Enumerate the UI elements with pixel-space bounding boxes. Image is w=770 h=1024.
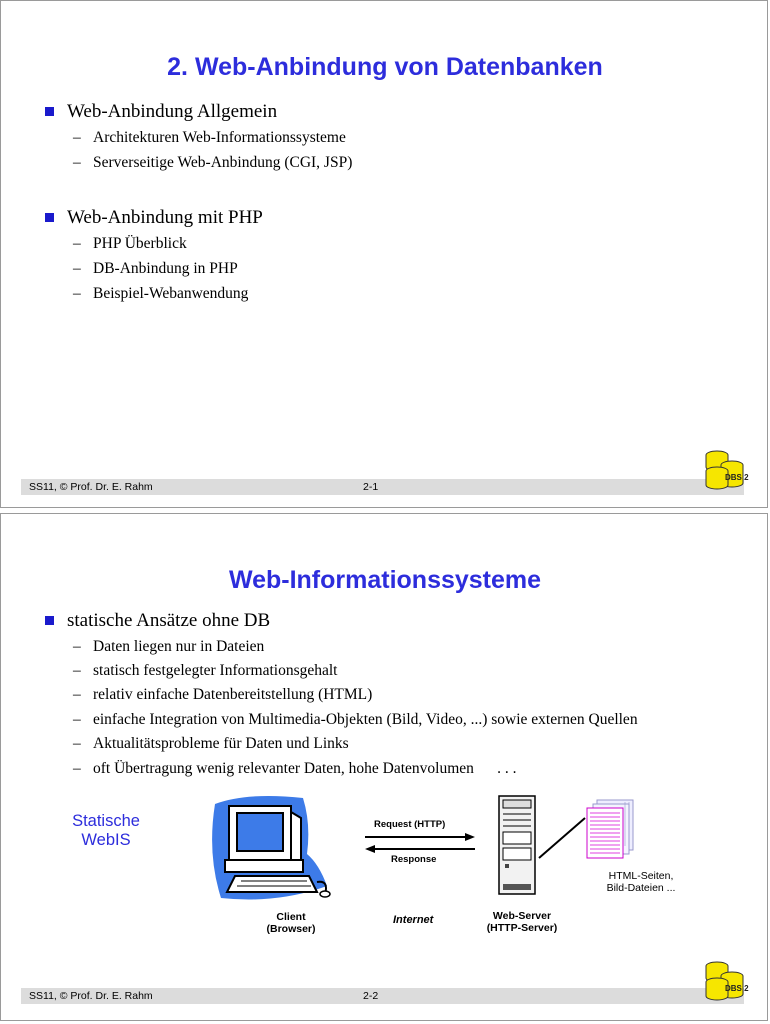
document-stack-icon <box>581 798 637 864</box>
sub-item: – statisch festgelegter Informationsgehalt <box>73 662 338 679</box>
client-label: Client (Browser) <box>266 911 316 935</box>
svg-text:DBS 2: DBS 2 <box>725 984 749 993</box>
sub-item: – DB-Anbindung in PHP <box>73 260 238 277</box>
request-response-arrows <box>363 832 477 872</box>
sub-item: – einfache Integration von Multimedia-Objekten (Bild, Video, ...) sowie externen Quellen <box>73 711 638 728</box>
sub-item: – relativ einfache Datenbereitstellung (HTML) <box>73 686 373 703</box>
sub-item: – Serverseitige Web-Anbindung (CGI, JSP) <box>73 154 353 171</box>
sub-item: – Architekturen Web-Informationssysteme <box>73 129 346 146</box>
response-label: Response <box>391 854 437 865</box>
internet-label: Internet <box>393 914 434 926</box>
slide-footer: SS11, © Prof. Dr. E. Rahm 2-2 <box>21 988 744 1004</box>
square-bullet-icon <box>45 616 54 625</box>
svg-text:DBS 2: DBS 2 <box>725 473 749 482</box>
request-label: Request (HTTP) <box>374 819 446 830</box>
square-bullet-icon <box>45 213 54 222</box>
client-computer-icon <box>207 794 335 904</box>
dbs-logo-icon <box>704 449 749 491</box>
slide-title: 2. Web-Anbindung von Datenbanken <box>167 53 603 81</box>
sub-item: – Aktualitätsprobleme für Daten und Links <box>73 735 349 752</box>
sub-item: – PHP Überblick <box>73 235 187 252</box>
slide-title: Web-Informationssysteme <box>228 566 542 594</box>
connector-line <box>537 816 587 860</box>
sub-item: – Daten liegen nur in Dateien <box>73 638 265 655</box>
slide-footer: SS11, © Prof. Dr. E. Rahm 2-1 <box>21 479 744 495</box>
web-server-icon <box>495 794 539 898</box>
dbs-logo-icon <box>704 960 749 1002</box>
files-label: HTML-Seiten, Bild-Dateien ... <box>606 870 676 894</box>
slide-1: 2. Web-Anbindung von Datenbanken Web-Anbindung Allgemein – Architekturen Web-Informationssysteme – Serverseitige Web-Anbindung (CGI, JSP) Web-Anbindung mit PHP – PHP Überblick – DB-Anbindung in PHP – Beispiel-Webanwendung SS11, © Prof. Dr. E. Rahm 2-1 DBS 2 <box>0 0 768 508</box>
sub-item: – Beispiel-Webanwendung <box>73 285 249 302</box>
server-label: Web-Server (HTTP-Server) <box>486 910 558 934</box>
sub-item: – oft Übertragung wenig relevanter Daten, hohe Datenvolumen . . . <box>73 760 517 777</box>
slide-2: Web-Informationssysteme statische Ansätze ohne DB – Daten liegen nur in Dateien – statisch festgelegter Informationsgehalt – relativ einfache Datenbereitstellung (HTML) – einfache Integration von Multimedia-Objekten (Bild, Video, ...) sowie externen Quellen – Aktualitätsprobleme für Daten und Links – oft Übertragung wenig relevanter Daten, hohe Datenvolumen . . . Statische WebIS Request (HTTP) Response HTML-Seiten, Bild-Dateien ... Client (Browser) Internet Web-Server (HTTP-Server) SS11, © Prof. Dr. E. Rahm 2-2 DBS 2 <box>0 513 768 1021</box>
square-bullet-icon <box>45 107 54 116</box>
diagram-side-label: Statische WebIS <box>72 812 140 849</box>
